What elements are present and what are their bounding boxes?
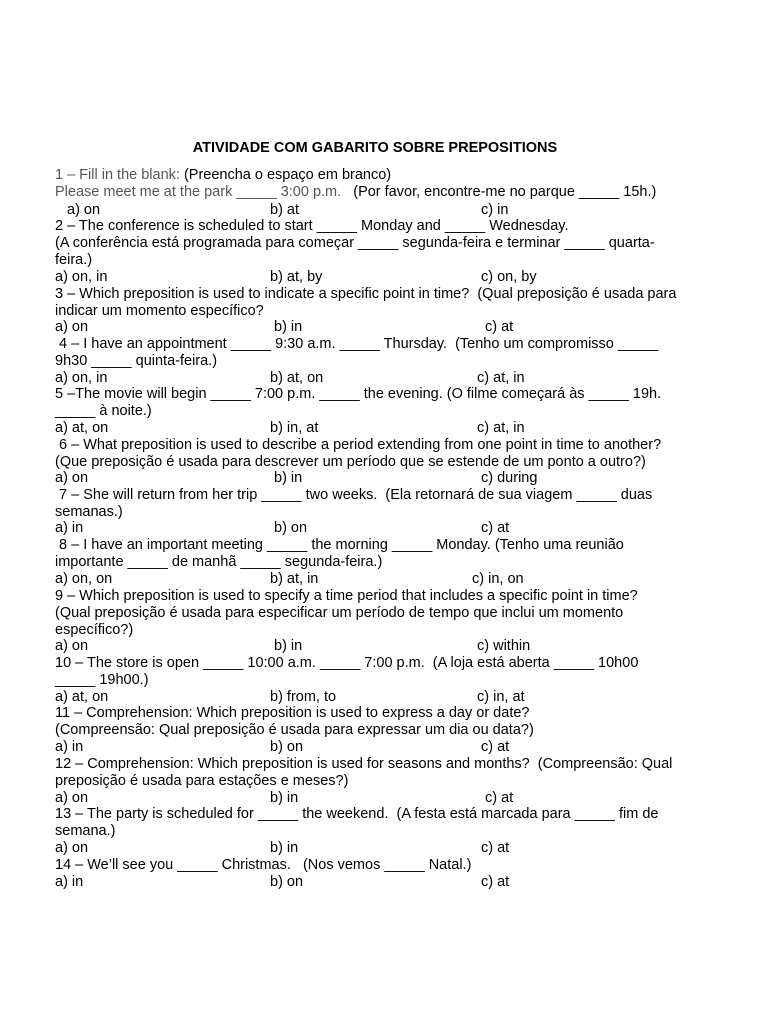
question-9-option-c: c) within — [477, 638, 531, 654]
question-9-line: (Qual preposição é usada para especificar um período de tempo que inclui um momento — [55, 605, 624, 621]
question-3-line: 3 – Which preposition is used to indicate a specific point in time? (Qual preposição é usada para — [55, 286, 677, 302]
question-8-option-a: a) on, on — [55, 571, 113, 587]
question-3-option-b: b) in — [274, 319, 303, 335]
question-7-option-c: c) at — [481, 520, 510, 536]
question-8-option-c: c) in, on — [472, 571, 524, 587]
question-6-line: 6 – What preposition is used to describe a period extending from one point in time to another? — [55, 437, 662, 453]
question-14-option-a: a) in — [55, 874, 84, 890]
question-4-line: 4 – I have an appointment _____ 9:30 a.m. _____ Thursday. (Tenho um compromisso _____ — [55, 336, 659, 352]
question-7-option-b: b) on — [274, 520, 308, 536]
question-8-line: importante _____ de manhã _____ segunda-feira.) — [55, 554, 383, 570]
question-6-option-c: c) during — [481, 470, 538, 486]
question-2-line: 2 – The conference is scheduled to start _____ Monday and _____ Wednesday. — [55, 218, 569, 234]
question-8-line: 8 – I have an important meeting _____ the morning _____ Monday. (Tenho uma reunião — [55, 537, 624, 553]
question-1-option-b: b) at — [270, 202, 300, 218]
question-2-line: feira.) — [55, 252, 93, 268]
question-11-option-a: a) in — [55, 739, 84, 755]
question-1-sentence — [55, 184, 656, 201]
question-4-option-c: c) at, in — [477, 370, 525, 386]
question-10-option-a: a) at, on — [55, 689, 109, 705]
question-13-line: semana.) — [55, 823, 116, 839]
question-1-instruction-translation: (Preencha o espaço em branco) — [183, 167, 392, 183]
question-12-option-a: a) on — [55, 790, 89, 806]
question-10-option-c: c) in, at — [477, 689, 525, 705]
question-6-line: (Que preposição é usada para descrever um período que se estende de um ponto a outro?) — [55, 454, 646, 470]
question-2-line: (A conferência está programada para começar _____ segunda-feira e terminar _____ quarta- — [55, 235, 655, 251]
question-2-option-a: a) on, in — [55, 269, 108, 285]
question-9-option-a: a) on — [55, 638, 89, 654]
question-10-option-b: b) from, to — [270, 689, 337, 705]
question-12-line: 12 – Comprehension: Which preposition is used for seasons and months? (Compreensão: Qual — [55, 756, 673, 772]
question-12-option-b: b) in — [270, 790, 299, 806]
page-title: ATIVIDADE COM GABARITO SOBRE PREPOSITIONS — [192, 140, 558, 156]
question-11-option-c: c) at — [481, 739, 510, 755]
question-1-heading — [55, 167, 391, 184]
question-10-line: 10 – The store is open _____ 10:00 a.m. _____ 7:00 p.m. (A loja está aberta _____ 10h00 — [55, 655, 639, 671]
question-4-option-b: b) at, on — [270, 370, 324, 386]
question-2-option-b: b) at, by — [270, 269, 323, 285]
question-3-option-a: a) on — [55, 319, 89, 335]
question-8-option-b: b) at, in — [270, 571, 319, 587]
question-10-line: _____ 19h00.) — [55, 672, 149, 688]
question-9-line: 9 – Which preposition is used to specify a time period that includes a specific point in time? — [55, 588, 638, 604]
question-5-line: _____ à noite.) — [55, 403, 152, 419]
question-9-line: específico?) — [55, 622, 134, 638]
question-13-option-a: a) on — [55, 840, 89, 856]
question-3-option-c: c) at — [485, 319, 514, 335]
question-1-sentence-pt: (Por favor, encontre-me no parque _____ 15h.) — [353, 184, 657, 200]
question-3-line: indicar um momento específico? — [55, 303, 264, 319]
question-13-option-b: b) in — [270, 840, 299, 856]
question-5-option-b: b) in, at — [270, 420, 319, 436]
question-11-line: 11 – Comprehension: Which preposition is used to express a day or date? — [55, 705, 530, 721]
question-1-instruction: 1 – Fill in the blank: — [55, 167, 184, 183]
question-4-option-a: a) on, in — [55, 370, 108, 386]
question-14-line: 14 – We’ll see you _____ Christmas. (Nos vemos _____ Natal.) — [55, 857, 472, 873]
question-2-option-c: c) on, by — [481, 269, 537, 285]
question-7-line: semanas.) — [55, 504, 123, 520]
question-11-option-b: b) on — [270, 739, 304, 755]
question-1-sentence-en: Please meet me at the park _____ 3:00 p.m. — [55, 184, 354, 200]
question-6-option-b: b) in — [274, 470, 303, 486]
question-1-option-c: c) in — [481, 202, 509, 218]
question-6-option-a: a) on — [55, 470, 89, 486]
question-14-option-b: b) on — [270, 874, 304, 890]
question-7-option-a: a) in — [55, 520, 84, 536]
question-5-option-c: c) at, in — [477, 420, 525, 436]
question-13-line: 13 – The party is scheduled for _____ the weekend. (A festa está marcada para _____ fim de — [55, 806, 659, 822]
question-4-line: 9h30 _____ quinta-feira.) — [55, 353, 218, 369]
question-12-option-c: c) at — [485, 790, 514, 806]
question-9-option-b: b) in — [274, 638, 303, 654]
question-5-line: 5 –The movie will begin _____ 7:00 p.m. _____ the evening. (O filme começará às _____ 19h. — [55, 386, 662, 402]
question-12-line: preposição é usada para estações e meses?) — [55, 773, 349, 789]
question-14-option-c: c) at — [481, 874, 510, 890]
question-11-line: (Compreensão: Qual preposição é usada para expressar um dia ou data?) — [55, 722, 534, 738]
question-13-option-c: c) at — [481, 840, 510, 856]
question-1-option-a: a) on — [67, 202, 101, 218]
question-5-option-a: a) at, on — [55, 420, 109, 436]
question-7-line: 7 – She will return from her trip _____ two weeks. (Ela retornará de sua viagem _____ duas — [55, 487, 653, 503]
